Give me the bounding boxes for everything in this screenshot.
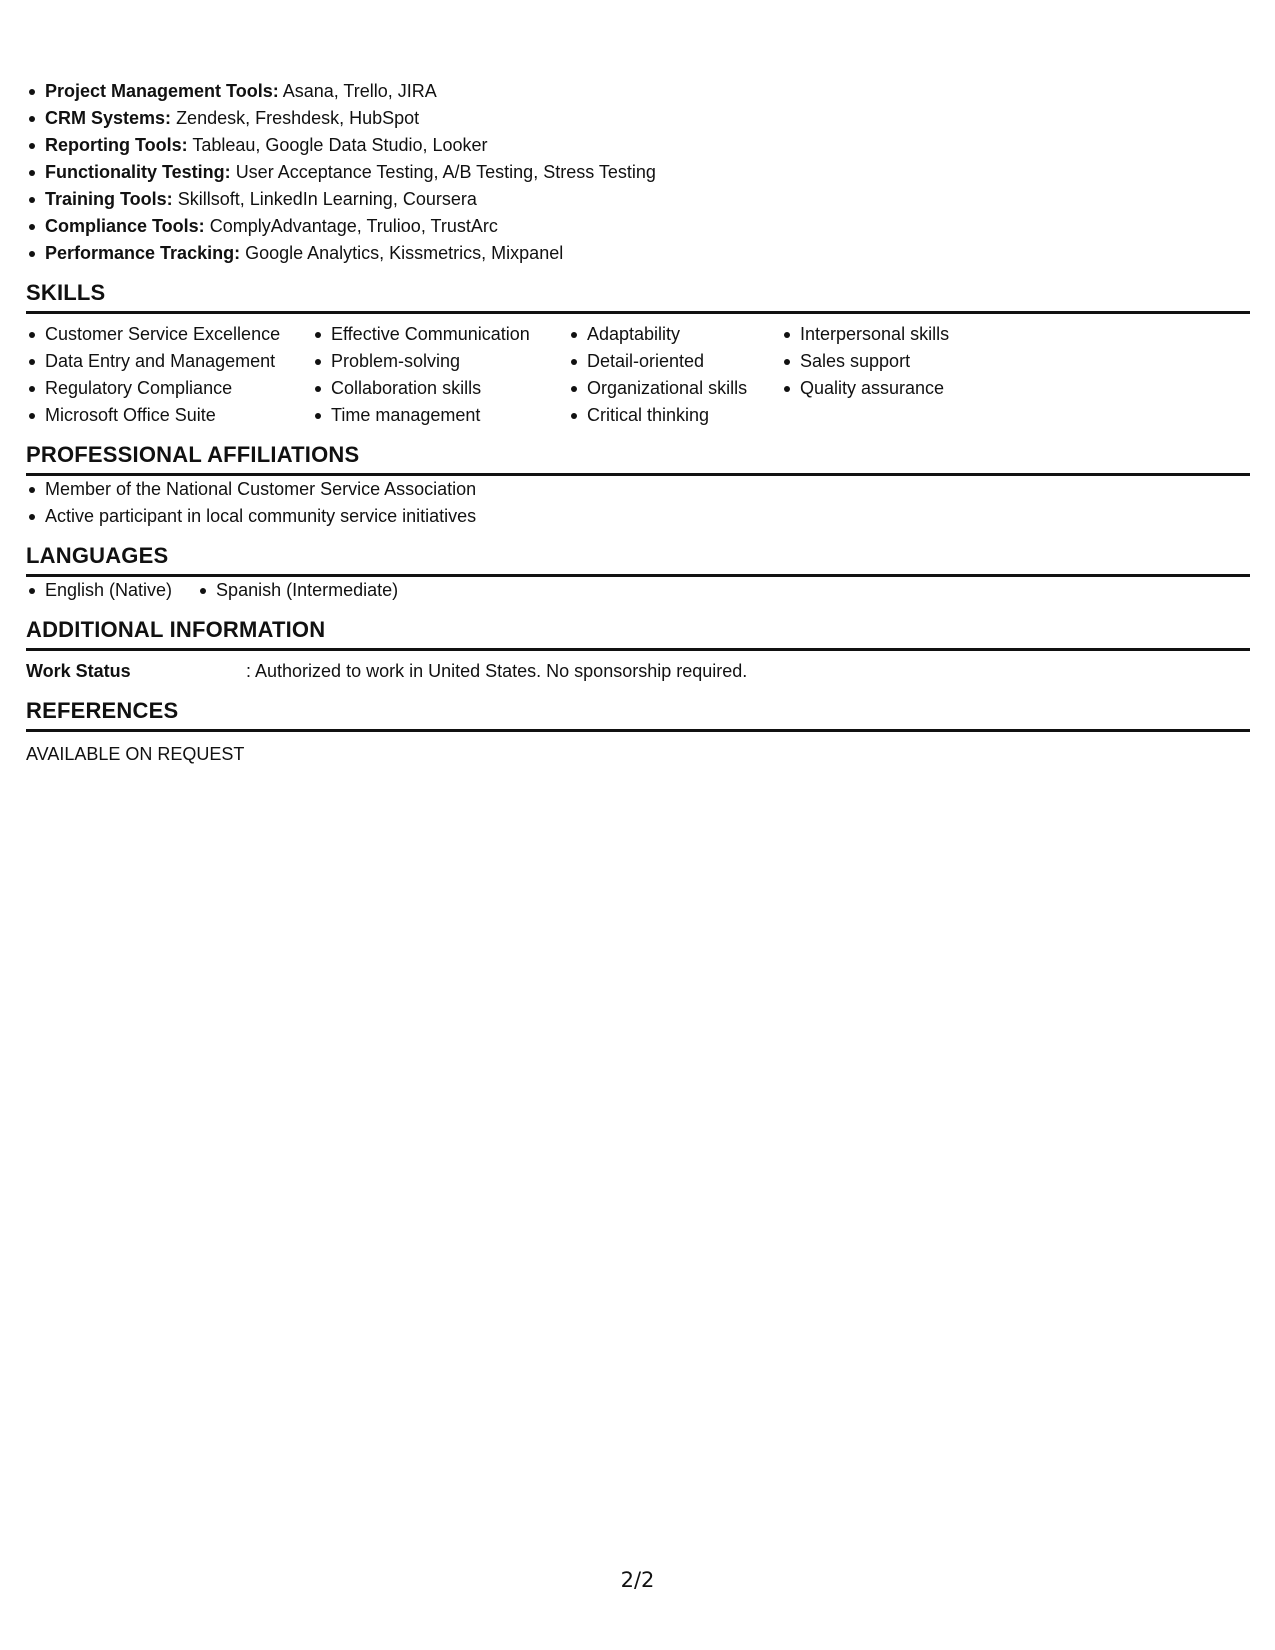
resume-page <box>26 78 1250 768</box>
tool-value: Asana, Trello, JIRA <box>282 81 437 101</box>
skills-column-4 <box>781 321 1041 429</box>
list-item: Adaptability <box>568 321 781 348</box>
list-item <box>26 78 1250 105</box>
affiliations-list <box>26 476 1250 530</box>
list-item: Effective Communication <box>312 321 568 348</box>
tool-value: Zendesk, Freshdesk, HubSpot <box>176 108 420 128</box>
list-item <box>26 213 1250 240</box>
list-item: Member of the National Customer Service Association <box>26 476 1250 503</box>
section-title-languages: LANGUAGES <box>26 542 1250 577</box>
tool-label: CRM Systems: <box>45 108 172 128</box>
list-item: Organizational skills <box>568 375 781 402</box>
tool-value: ComplyAdvantage, Trulioo, TrustArc <box>209 216 498 236</box>
page-number: 2/2 <box>620 1568 655 1592</box>
references-text: AVAILABLE ON REQUEST <box>26 744 245 764</box>
list-item: Spanish (Intermediate) <box>197 577 398 604</box>
work-status-row <box>26 658 1250 685</box>
work-status-value: : Authorized to work in United States. No sponsorship required. <box>246 661 748 681</box>
list-item: Regulatory Compliance <box>26 375 312 402</box>
skills-grid <box>26 321 1250 429</box>
list-item: Detail-oriented <box>568 348 781 375</box>
work-status-label: Work Status <box>26 661 131 681</box>
list-item: Time management <box>312 402 568 429</box>
skills-column-3 <box>568 321 781 429</box>
skills-column-1 <box>26 321 312 429</box>
section-title-references: REFERENCES <box>26 697 1250 732</box>
list-item: Interpersonal skills <box>781 321 1041 348</box>
languages-list <box>26 577 1250 604</box>
list-item: Microsoft Office Suite <box>26 402 312 429</box>
tool-value: User Acceptance Testing, A/B Testing, Stress Testing <box>235 162 656 182</box>
tool-label: Training Tools: <box>45 189 173 209</box>
tools-list <box>26 78 1250 267</box>
list-item <box>26 159 1250 186</box>
list-item <box>26 186 1250 213</box>
list-item: Collaboration skills <box>312 375 568 402</box>
list-item: Problem-solving <box>312 348 568 375</box>
list-item <box>26 240 1250 267</box>
tool-label: Compliance Tools: <box>45 216 205 236</box>
section-title-additional-info: ADDITIONAL INFORMATION <box>26 616 1250 651</box>
tool-label: Performance Tracking: <box>45 243 241 263</box>
list-item: Critical thinking <box>568 402 781 429</box>
tool-value: Skillsoft, LinkedIn Learning, Coursera <box>177 189 477 209</box>
list-item <box>26 105 1250 132</box>
list-item: English (Native) <box>26 577 172 604</box>
list-item: Sales support <box>781 348 1041 375</box>
list-item: Data Entry and Management <box>26 348 312 375</box>
section-title-skills: SKILLS <box>26 279 1250 314</box>
tool-value: Google Analytics, Kissmetrics, Mixpanel <box>245 243 564 263</box>
tool-label: Reporting Tools: <box>45 135 188 155</box>
list-item <box>26 132 1250 159</box>
tool-label: Functionality Testing: <box>45 162 231 182</box>
tool-label: Project Management Tools: <box>45 81 279 101</box>
list-item: Quality assurance <box>781 375 1041 402</box>
section-title-affiliations: PROFESSIONAL AFFILIATIONS <box>26 441 1250 476</box>
affiliations-section <box>26 441 1250 530</box>
list-item: Customer Service Excellence <box>26 321 312 348</box>
list-item: Active participant in local community service initiatives <box>26 503 1250 530</box>
skills-column-2 <box>312 321 568 429</box>
tool-value: Tableau, Google Data Studio, Looker <box>192 135 488 155</box>
languages-section <box>26 542 1250 604</box>
skills-section <box>26 279 1250 429</box>
references-section <box>26 697 1250 768</box>
additional-info-section <box>26 616 1250 685</box>
